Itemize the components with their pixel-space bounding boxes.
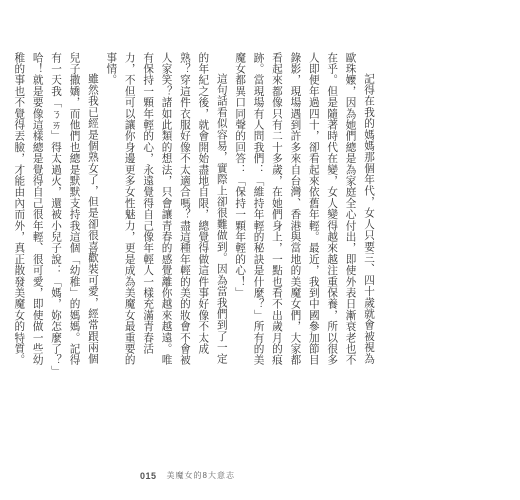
running-title: 美魔女的8大意志 (166, 471, 235, 480)
paragraph-2: 這句話看似容易，實際上卻很難做到。因為當我們到了一定的年紀之後，就會開始盡地自限，總覺得做這件事好像不太成熟？穿這件衣服好像不太適合嗎？盡這種年輕的美的妝會不會被人家笑？諸如此類的想法，只會讓青春的感覺離你越來越遠。唯有保持一顆年輕的心，永遠覺得自己像年輕人一樣充滿青春活力，不但可以讓你身邊更多女性魅力，更是成為美魔女最重要的事情。 (105, 52, 228, 366)
page-number: 015 (140, 470, 157, 481)
vertical-text-block (13, 52, 378, 372)
paragraph-3: 雖然我已經是個熟女了，但是卻很喜歡裝可愛，經常跟兩個兒子撒嬌，而他們也總是默默支持我這個「幼稚」的媽媽。記得有一天我「ㄋㄞ」得太過火，還被小兒子說：「媽，妳怎麼了？」哈！就是要像這樣總是覺得自己很年輕、很可愛，即使做一些幼稚的事也不覺得丟臉，才能由內而外，真正散發美魔女的特質。 (13, 52, 99, 372)
paragraph-1: 記得在我的媽媽那個年代，女人只要三、四十歲就會被視為歐珠嬤，因為她們總是為家庭全心付出，即使外表日漸衰老也不在乎。但是隨著時代在變，女人變得越來越注重保養，所以很多人即便年過四十，卻看起來依舊年輕。最近，我到中國參加節目錄影，現場遇到許多來自台灣、香港與當地的美魔女們，大家都看起來都像只有二十多歲，在她們身上，一點也看不出歲月的痕跡。當現場有人問我們：「維持年輕的秘訣是什麼？」所有的美魔女都異口同聲的回答：「保持一顆年輕的心！」 (234, 52, 375, 366)
page-footer (140, 470, 235, 481)
